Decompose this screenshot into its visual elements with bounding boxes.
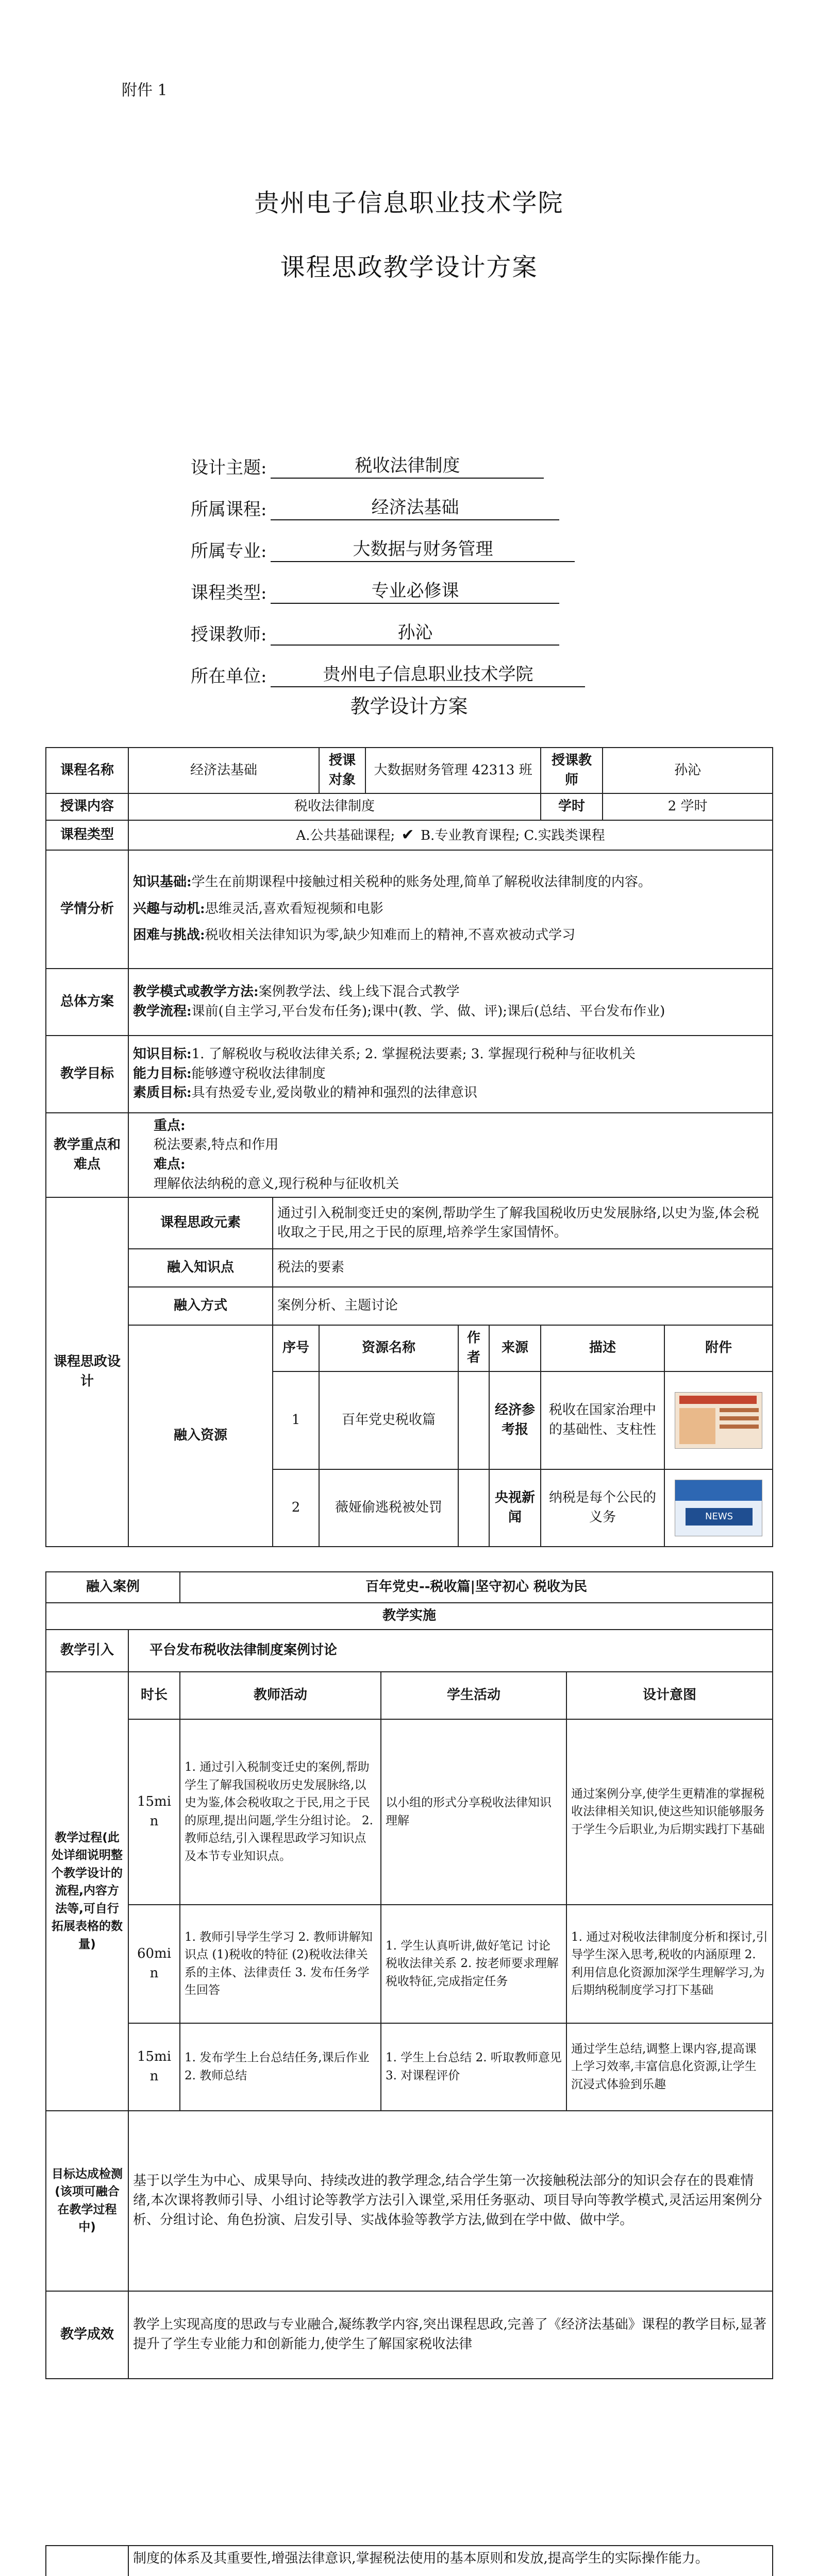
table-row [46,820,773,850]
table-row [46,1603,773,1630]
eval-label: 目标达成检测(该项可融合在教学过程中) [46,2111,128,2291]
goal-1-head: 知识目标: [133,1046,192,1062]
analysis-3-head: 困难与挑战: [133,927,205,943]
table-row [46,2546,773,2576]
course-label: 所属课程: [191,499,267,520]
type-label: 课程类型: [191,583,267,603]
result-value-1: 教学上实现高度的思政与专业融合,凝练教学内容,突出课程思政,完善了《经济法基础》课程的教学目标,显著提升了学生专业能力和创新能力,使学生了解国家税收法律 [128,2291,773,2379]
analysis-2: 思维灵活,喜欢看短视频和电影 [205,901,383,917]
proc-head-intent: 设计意图 [566,1672,773,1719]
proc-1-intent: 通过案例分享,使学生更精准的掌握税收法律相关知识,使这些知识能够服务于学生今后职业,为后期实践打下基础 [566,1719,773,1905]
table-row [46,1672,773,1719]
key-4: 理解依法纳税的意义,现行税种与征收机关 [154,1176,399,1192]
coursetype-a: A.公共基础课程; [296,828,395,844]
info-course [191,479,655,520]
ideo-method-value: 案例分析、主题讨论 [273,1287,773,1325]
goal-2-head: 能力目标: [133,1065,192,1081]
res-head-source: 来源 [489,1325,541,1371]
proc-1-time: 15min [128,1719,180,1905]
key-value [128,1113,773,1198]
table-row [46,1287,773,1325]
table-row [46,793,773,820]
res-head-desc: 描述 [541,1325,664,1371]
cover-info [191,437,655,687]
case-label: 融入案例 [46,1572,180,1603]
info-topic [191,437,655,479]
proc-3-student: 1. 学生上台总结 2. 听取教师意见 3. 对课程评价 [381,2023,566,2111]
res-label: 融入资源 [128,1325,273,1546]
res-2-author [458,1469,489,1547]
res-1-desc: 税收在国家治理中的基础性、支柱性 [541,1371,664,1469]
proc-3-intent: 通过学生总结,调整上课内容,提高课上学习效率,丰富信息化资源,让学生沉浸式体验到乐趣 [566,2023,773,2111]
overall-1-head: 教学模式或教学方法: [133,984,259,999]
overall-2: 课前(自主学习,平台发布任务);课中(教、学、做、评);课后(总结、平台发布作业) [191,1003,665,1019]
res-head-name: 资源名称 [319,1325,458,1371]
proc-head-time: 时长 [128,1672,180,1719]
news-video-thumbnail-icon[interactable]: NEWS [675,1480,762,1536]
course-name-label: 课程名称 [46,748,128,793]
goal-2: 能够遵守税收法律制度 [191,1065,326,1081]
table-row [46,1249,773,1287]
hours-label: 学时 [541,793,603,820]
goal-label: 教学目标 [46,1036,128,1113]
overall-value [128,969,773,1036]
course-name-value: 经济法基础 [128,748,319,793]
overall-2-head: 教学流程: [133,1003,192,1019]
res-1-source: 经济参考报 [489,1371,541,1469]
table-row [46,1197,773,1249]
topic-value: 税收法律制度 [271,451,544,479]
intro-label: 教学引入 [46,1630,128,1672]
ideo-label: 课程思政设计 [46,1197,128,1546]
school-title: 贵州电子信息职业技术学院 [254,189,564,217]
goal-3-head: 素质目标: [133,1085,192,1101]
process-label: 教学过程(此处详细说明整个教学设计的流程,内容方法等,可自行拓展表格的数量) [46,1672,128,2111]
res-head-no: 序号 [273,1325,319,1371]
analysis-1-head: 知识基础: [133,874,192,890]
table-row [46,2291,773,2379]
key-label: 教学重点和难点 [46,1113,128,1198]
target-value: 大数据财务管理 42313 班 [365,748,541,793]
topic-label: 设计主题: [191,457,267,478]
goal-value [128,1036,773,1113]
checkmark-icon: ✔ [401,826,414,844]
proc-3-time: 15min [128,2023,180,2111]
ideo-point-value: 税法的要素 [273,1249,773,1287]
analysis-label: 学情分析 [46,850,128,969]
analysis-3: 税收相关法律知识为零,缺少知难而上的精神,不喜欢被动式学习 [205,927,576,943]
proc-2-intent: 1. 通过对税收法律制度分析和探讨,引导学生深入思考,税收的内涵原理 2. 利用信息化资源加深学生理解学习,为后期纳税制度学习打下基础 [566,1905,773,2023]
plan-title: 教学设计方案 [350,695,468,718]
teacher-value-cell: 孙沁 [603,748,773,793]
teacher-label: 授课教师: [191,624,267,645]
teacher-label-cell: 授课教师 [541,748,603,793]
result-label: 教学成效 [46,2291,128,2379]
table-row [46,850,773,969]
result-value-2: 制度的体系及其重要性,增强法律意识,掌握税法使用的基本原则和发放,提高学生的实际操作能力。 [128,2546,773,2576]
table-row [46,2023,773,2111]
table-row [46,969,773,1036]
overall-1: 案例教学法、线上线下混合式教学 [258,984,460,999]
content-value: 税收法律制度 [128,793,541,820]
res-2-source: 央视新闻 [489,1469,541,1547]
res-1-name: 百年党史税收篇 [319,1371,458,1469]
res-2-desc: 纳税是每个公民的义务 [541,1469,664,1547]
coursetype-b: B.专业教育课程; C.实践类课程 [420,828,605,844]
ideo-element-label: 课程思政元素 [128,1197,273,1249]
key-3: 难点: [154,1156,186,1172]
goal-3: 具有热爱专业,爱岗敬业的精神和强烈的法律意识 [191,1085,477,1101]
proc-2-student: 1. 学生认真听讲,做好笔记 讨论税收法律关系 2. 按老师要求理解税收特征,完成指定任务 [381,1905,566,2023]
table-row [46,1630,773,1672]
table-row [46,1572,773,1603]
table-row [46,1113,773,1198]
analysis-1: 学生在前期课程中接触过相关税种的账务处理,简单了解税收法律制度的内容。 [191,874,652,890]
proc-1-teacher: 1. 通过引入税制变迁史的案例,帮助学生了解我国税收历史发展脉络,以史为鉴,体会税收取之于民,用之于民的原理,提出问题,学生分组讨论。 2. 教师总结,引入课程思政学习知识点及本节专业知识点。 [180,1719,381,1905]
design-table [45,747,773,1547]
major-label: 所属专业: [191,541,267,562]
proc-head-teacher: 教师活动 [180,1672,381,1719]
hours-value: 2 学时 [603,793,773,820]
res-head-author: 作者 [458,1325,489,1371]
teacher-value: 孙沁 [271,618,559,646]
table-row [46,1905,773,2023]
goal-1: 1. 了解税收与税收法律关系; 2. 掌握税法要素; 3. 掌握现行税种与征收机关 [191,1046,636,1062]
res-head-att: 附件 [664,1325,773,1371]
proc-2-teacher: 1. 教师引导学生学习 2. 教师讲解知识点 (1)税收的特征 (2)税收法律关系的主体、法律责任 3. 发布任务学生回答 [180,1905,381,2023]
case-value: 百年党史--税收篇|坚守初心 税收为民 [180,1572,773,1603]
content-label: 授课内容 [46,793,128,820]
proc-3-teacher: 1. 发布学生上台总结任务,课后作业 2. 教师总结 [180,2023,381,2111]
res-2-no: 2 [273,1469,319,1547]
ideo-element-value: 通过引入税制变迁史的案例,帮助学生了解我国税收历史发展脉络,以史为鉴,体会税收取之于民,用之于民的原理,培养学生家国情怀。 [273,1197,773,1249]
result-continued-blank [46,2546,128,2576]
unit-value: 贵州电子信息职业技术学院 [271,660,585,687]
analysis-2-head: 兴趣与动机: [133,901,205,917]
key-1: 重点: [154,1117,186,1133]
table-row [46,2111,773,2291]
target-label: 授课对象 [319,748,365,793]
table-row [46,1719,773,1905]
res-2-name: 薇娅偷逃税被处罚 [319,1469,458,1547]
analysis-value [128,850,773,969]
res-1-no: 1 [273,1371,319,1469]
res-1-author [458,1371,489,1469]
coursetype-label: 课程类型 [46,820,128,850]
ideo-point-label: 融入知识点 [128,1249,273,1287]
res-1-attachment[interactable] [664,1371,773,1469]
overall-label: 总体方案 [46,969,128,1036]
table-row [46,1325,773,1371]
table-row [46,748,773,793]
info-teacher [191,604,655,646]
major-value: 大数据与财务管理 [271,535,575,562]
unit-label: 所在单位: [191,666,267,687]
key-2: 税法要素,特点和作用 [154,1137,279,1153]
info-major [191,520,655,562]
proc-head-student: 学生活动 [381,1672,566,1719]
course-value: 经济法基础 [271,493,559,520]
ideo-method-label: 融入方式 [128,1287,273,1325]
implementation-table [45,1571,773,2379]
type-value: 专业必修课 [271,577,559,604]
table-row [46,1036,773,1113]
info-unit [191,646,655,687]
intro-value: 平台发布税收法律制度案例讨论 [128,1630,773,1672]
info-type [191,562,655,604]
proc-2-time: 60min [128,1905,180,2023]
eval-value: 基于以学生为中心、成果导向、持续改进的教学理念,结合学生第一次接触税法部分的知识会存在的畏难情绪,本次课将教师引导、小组讨论等教学方法引入课堂,采用任务驱动、项目导向等教学模式,灵活运用案例分析、分组讨论、角色扮演、启发引导、实战体验等教学方法,做到在学中做、做中学。 [128,2111,773,2291]
coursetype-value [128,820,773,850]
impl-label: 教学实施 [46,1603,773,1630]
continuation-table [45,2545,773,2576]
annex-label: 附件 1 [122,81,168,99]
proc-1-student: 以小组的形式分享税收法律知识理解 [381,1719,566,1905]
newspaper-thumbnail-icon[interactable] [675,1392,762,1449]
document-title: 课程思政教学设计方案 [280,253,538,282]
res-2-attachment[interactable] [664,1469,773,1547]
